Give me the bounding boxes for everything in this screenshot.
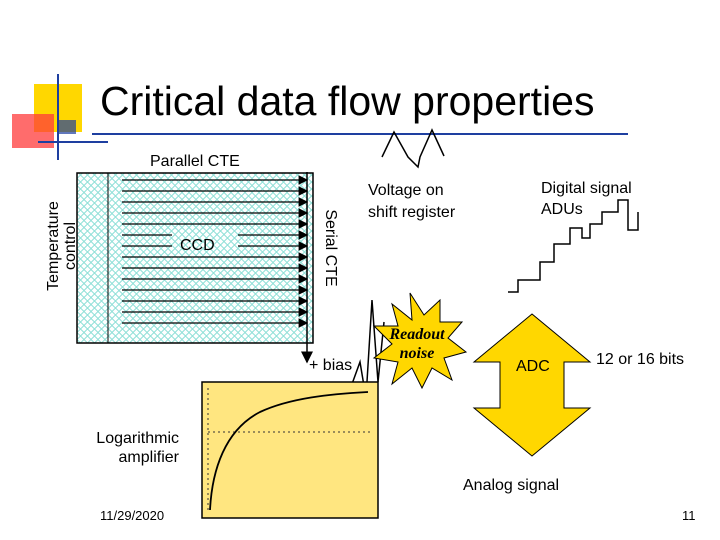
- adc-double-arrow: [474, 314, 590, 456]
- ccd-grid: [77, 173, 313, 343]
- analog-signal-label: Analog signal: [463, 477, 560, 494]
- voltage-label: Voltage on shift register: [368, 182, 456, 221]
- log-amplifier-panel: [202, 382, 378, 518]
- ccd-label: CCD: [180, 237, 215, 254]
- logarithmic-amplifier-label: Logarithmic amplifier: [96, 430, 179, 466]
- readout-noise-label: Readout noise: [389, 326, 445, 362]
- slide-title: Critical data flow properties: [100, 78, 595, 124]
- adc-label: ADC: [516, 358, 550, 375]
- temperature-control-label: Temperature control: [45, 201, 79, 291]
- parallel-cte-label: Parallel CTE: [150, 153, 240, 170]
- bit-depth-label: 12 or 16 bits: [596, 351, 685, 368]
- serial-cte-label: Serial CTE: [322, 209, 339, 287]
- voltage-waveform: [382, 130, 444, 167]
- page-number: 11: [682, 508, 696, 523]
- digital-signal-label: Digital signal ADUs: [541, 180, 632, 218]
- slide-date: 11/29/2020: [100, 508, 165, 523]
- bias-label: + bias: [309, 357, 353, 374]
